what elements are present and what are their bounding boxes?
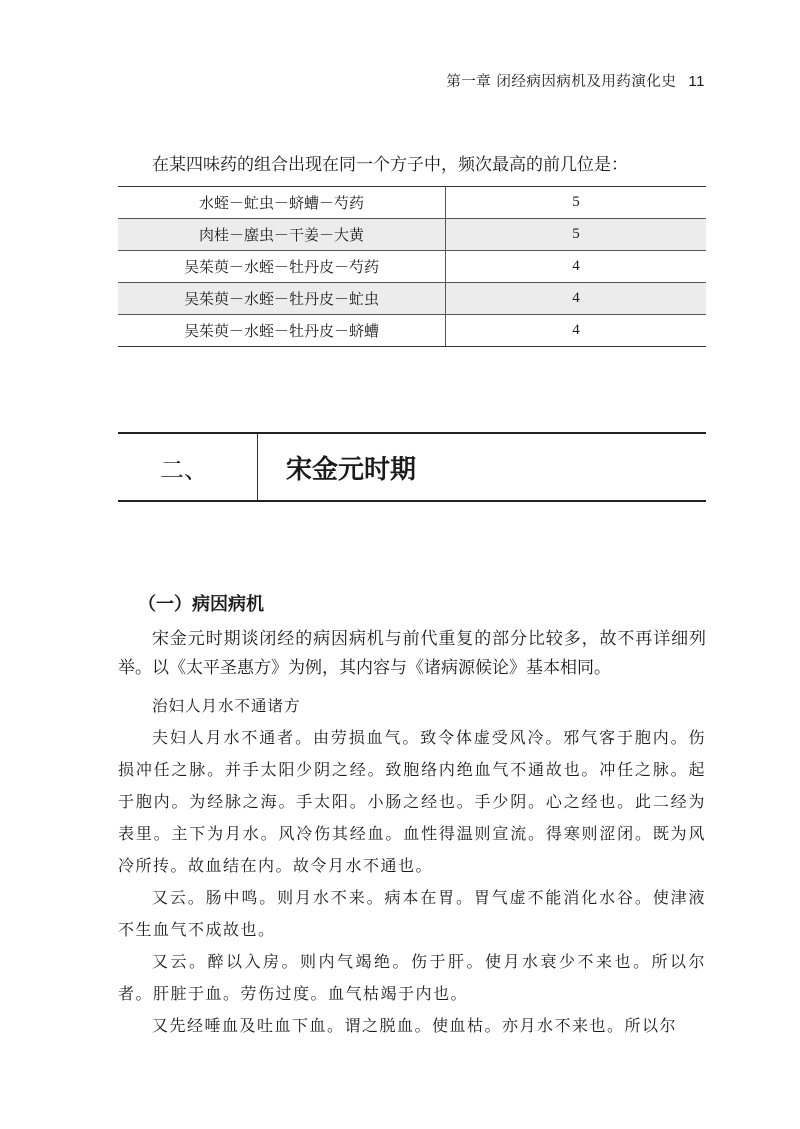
count-cell: 4	[446, 283, 707, 315]
combo-cell: 水蛭－虻虫－蛴螬－芍药	[118, 187, 446, 219]
quote-paragraph: 又云。肠中鸣。则月水不来。病本在胃。胃气虚不能消化水谷。使津液不生血气不成故也。	[118, 888, 706, 939]
count-cell: 5	[446, 187, 707, 219]
count-cell: 4	[446, 315, 707, 347]
quote-paragraph: 又先经唾血及吐血下血。谓之脱血。使血枯。亦月水不来也。所以尔	[152, 1016, 678, 1035]
section-heading	[118, 432, 706, 502]
subsection-title: （一）病因病机	[138, 594, 264, 615]
chapter-title: 第一章 闭经病因病机及用药演化史	[446, 74, 677, 90]
table-row	[118, 219, 706, 251]
combo-cell: 吴茱萸－水蛭－牡丹皮－芍药	[118, 251, 446, 283]
quote-paragraph: 夫妇人月水不通者。由劳损血气。致令体虚受风冷。邪气客于胞内。伤损冲任之脉。并手太阳少阴之经。致胞络内绝血气不通故也。冲任之脉。起于胞内。为经脉之海。手太阳。小肠之经也。手少阴。心之经也。此二经为表里。主下为月水。风冷伤其经血。血性得温则宣流。得寒则涩闭。既为风冷所抟。故血结在内。故令月水不通也。	[118, 728, 706, 875]
count-cell: 5	[446, 219, 707, 251]
table-row	[118, 187, 706, 219]
running-header	[446, 70, 705, 91]
section-title: 宋金元时期	[286, 454, 417, 485]
table-row	[118, 251, 706, 283]
intro-sentence: 在某四味药的组合出现在同一个方子中，频次最高的前几位是：	[152, 155, 628, 175]
combo-cell: 吴茱萸－水蛭－牡丹皮－蛴螬	[118, 315, 446, 347]
combo-cell: 吴茱萸－水蛭－牡丹皮－虻虫	[118, 283, 446, 315]
quote-paragraph: 又云。醉以入房。则内气竭绝。伤于肝。使月水衰少不来也。所以尔者。肝脏于血。劳伤过度。血气枯竭于内也。	[118, 952, 706, 1003]
herb-combination-table	[118, 186, 706, 347]
table-row	[118, 283, 706, 315]
count-cell: 4	[446, 251, 707, 283]
page-number: 11	[688, 73, 705, 90]
quote-title: 治妇人月水不通诸方	[152, 697, 301, 715]
table-row	[118, 315, 706, 347]
body-paragraph: 宋金元时期谈闭经的病因病机与前代重复的部分比较多，故不再详细列举。以《太平圣惠方》为例，其内容与《诸病源候论》基本相同。	[118, 629, 706, 678]
combo-cell: 肉桂－䗪虫－干姜－大黄	[118, 219, 446, 251]
section-number: 二、	[118, 434, 258, 500]
